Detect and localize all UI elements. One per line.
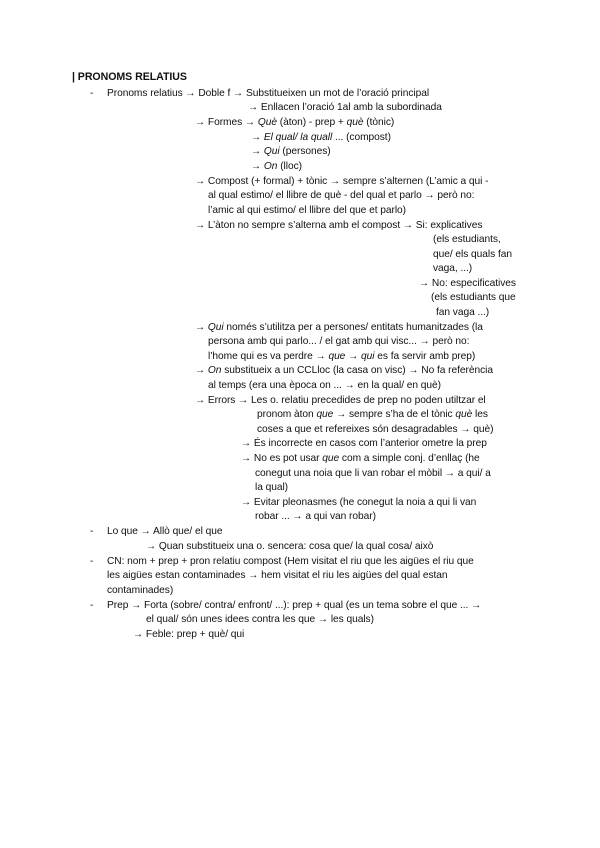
line-prep-2: el qual/ són unes idees contra les que → les quals)	[146, 614, 374, 625]
line-compost-2: al qual estimo/ el llibre de què - del qual et parlo → però no:	[208, 190, 475, 201]
line-formes: → Formes → Què (àton) - prep + què (tònic)	[195, 117, 395, 128]
line-aton-5: → No: especificatives	[419, 278, 516, 289]
line-qui-nomes-1: → Qui només s’utilitza per a persones/ entitats humanitzades (la	[195, 322, 483, 333]
line-errors-7: la qual)	[255, 482, 289, 493]
document-title: | PRONOMS RELATIUS	[72, 71, 187, 83]
line-aton-7: fan vaga ...)	[436, 307, 490, 318]
line-aton-3: que/ els quals fan	[433, 249, 512, 260]
line-qui-nomes-2: persona amb qui parlo... / el gat amb qui visc... → però no:	[208, 336, 470, 347]
line-errors-3: coses a que et refereixes són desagradables → què)	[257, 424, 494, 435]
line-qui-nomes-3: l’home qui es va perdre → que → qui es fa servir amb prep)	[208, 351, 476, 362]
line-aton-1: → L’àton no sempre s’alterna amb el compost → Si: explicatives	[195, 220, 483, 231]
line-errors-6: conegut una noia que li van robar el mòbil → a qui/ a	[255, 468, 491, 479]
line-cn-3: contaminades)	[107, 585, 174, 596]
bullet-marker: -	[90, 526, 94, 537]
line-errors-8: → Evitar pleonasmes (he conegut la noia a qui li van	[241, 497, 477, 508]
bullet-marker: -	[90, 556, 94, 567]
line-qui: → Qui (persones)	[251, 146, 331, 157]
line-cn-1: CN: nom + prep + pron relatiu compost (Hem visitat el riu que les aigües el riu que	[107, 556, 474, 567]
line-lo-que: Lo que → Allò que/ el que	[107, 526, 223, 537]
line-pronoms-relatius: Pronoms relatius → Doble f → Substitueixen un mot de l’oració principal	[107, 88, 430, 99]
line-aton-6: (els estudiants que	[431, 292, 516, 303]
line-on-substitueix-1: → On substitueix a un CCLloc (la casa on visc) → No fa referència	[195, 365, 493, 376]
line-compost-3: l’amic al qui estimo/ el llibre del que et parlo)	[208, 205, 406, 216]
line-cn-2: les aigües estan contaminades → hem visitat el riu les aigües del qual estan	[107, 570, 448, 581]
line-lo-que-2: → Quan substitueix una o. sencera: cosa que/ la qual cosa/ això	[146, 541, 434, 552]
line-errors-2: pronom àton que → sempre s’ha de el tònic què les	[257, 409, 488, 420]
line-compost-1: → Compost (+ formal) + tònic → sempre s’alternen (L’amic a qui -	[195, 176, 489, 187]
line-on: → On (lloc)	[251, 161, 302, 172]
bullet-marker: -	[90, 88, 94, 99]
line-errors-4: → És incorrecte en casos com l’anterior ometre la prep	[241, 438, 487, 449]
line-errors-1: → Errors → Les o. relatiu precedides de prep no poden utiltzar el	[195, 395, 486, 406]
line-aton-2: (els estudiants,	[433, 234, 501, 245]
line-prep-1: Prep → Forta (sobre/ contra/ enfront/ ...): prep + qual (es un tema sobre el que ... →	[107, 600, 482, 611]
line-errors-5: → No es pot usar que com a simple conj. d’enllaç (he	[241, 453, 480, 464]
line-prep-3: → Feble: prep + què/ qui	[133, 629, 245, 640]
line-enllacen: → Enllacen l’oració 1al amb la subordinada	[248, 102, 442, 113]
line-aton-4: vaga, ...)	[433, 263, 473, 274]
line-on-substitueix-2: al temps (era una època on ... → en la qual/ en què)	[208, 380, 441, 391]
bullet-marker: -	[90, 600, 94, 611]
line-errors-9: robar ... → a qui van robar)	[255, 511, 376, 522]
line-el-qual: → El qual/ la quall ... (compost)	[251, 132, 391, 143]
